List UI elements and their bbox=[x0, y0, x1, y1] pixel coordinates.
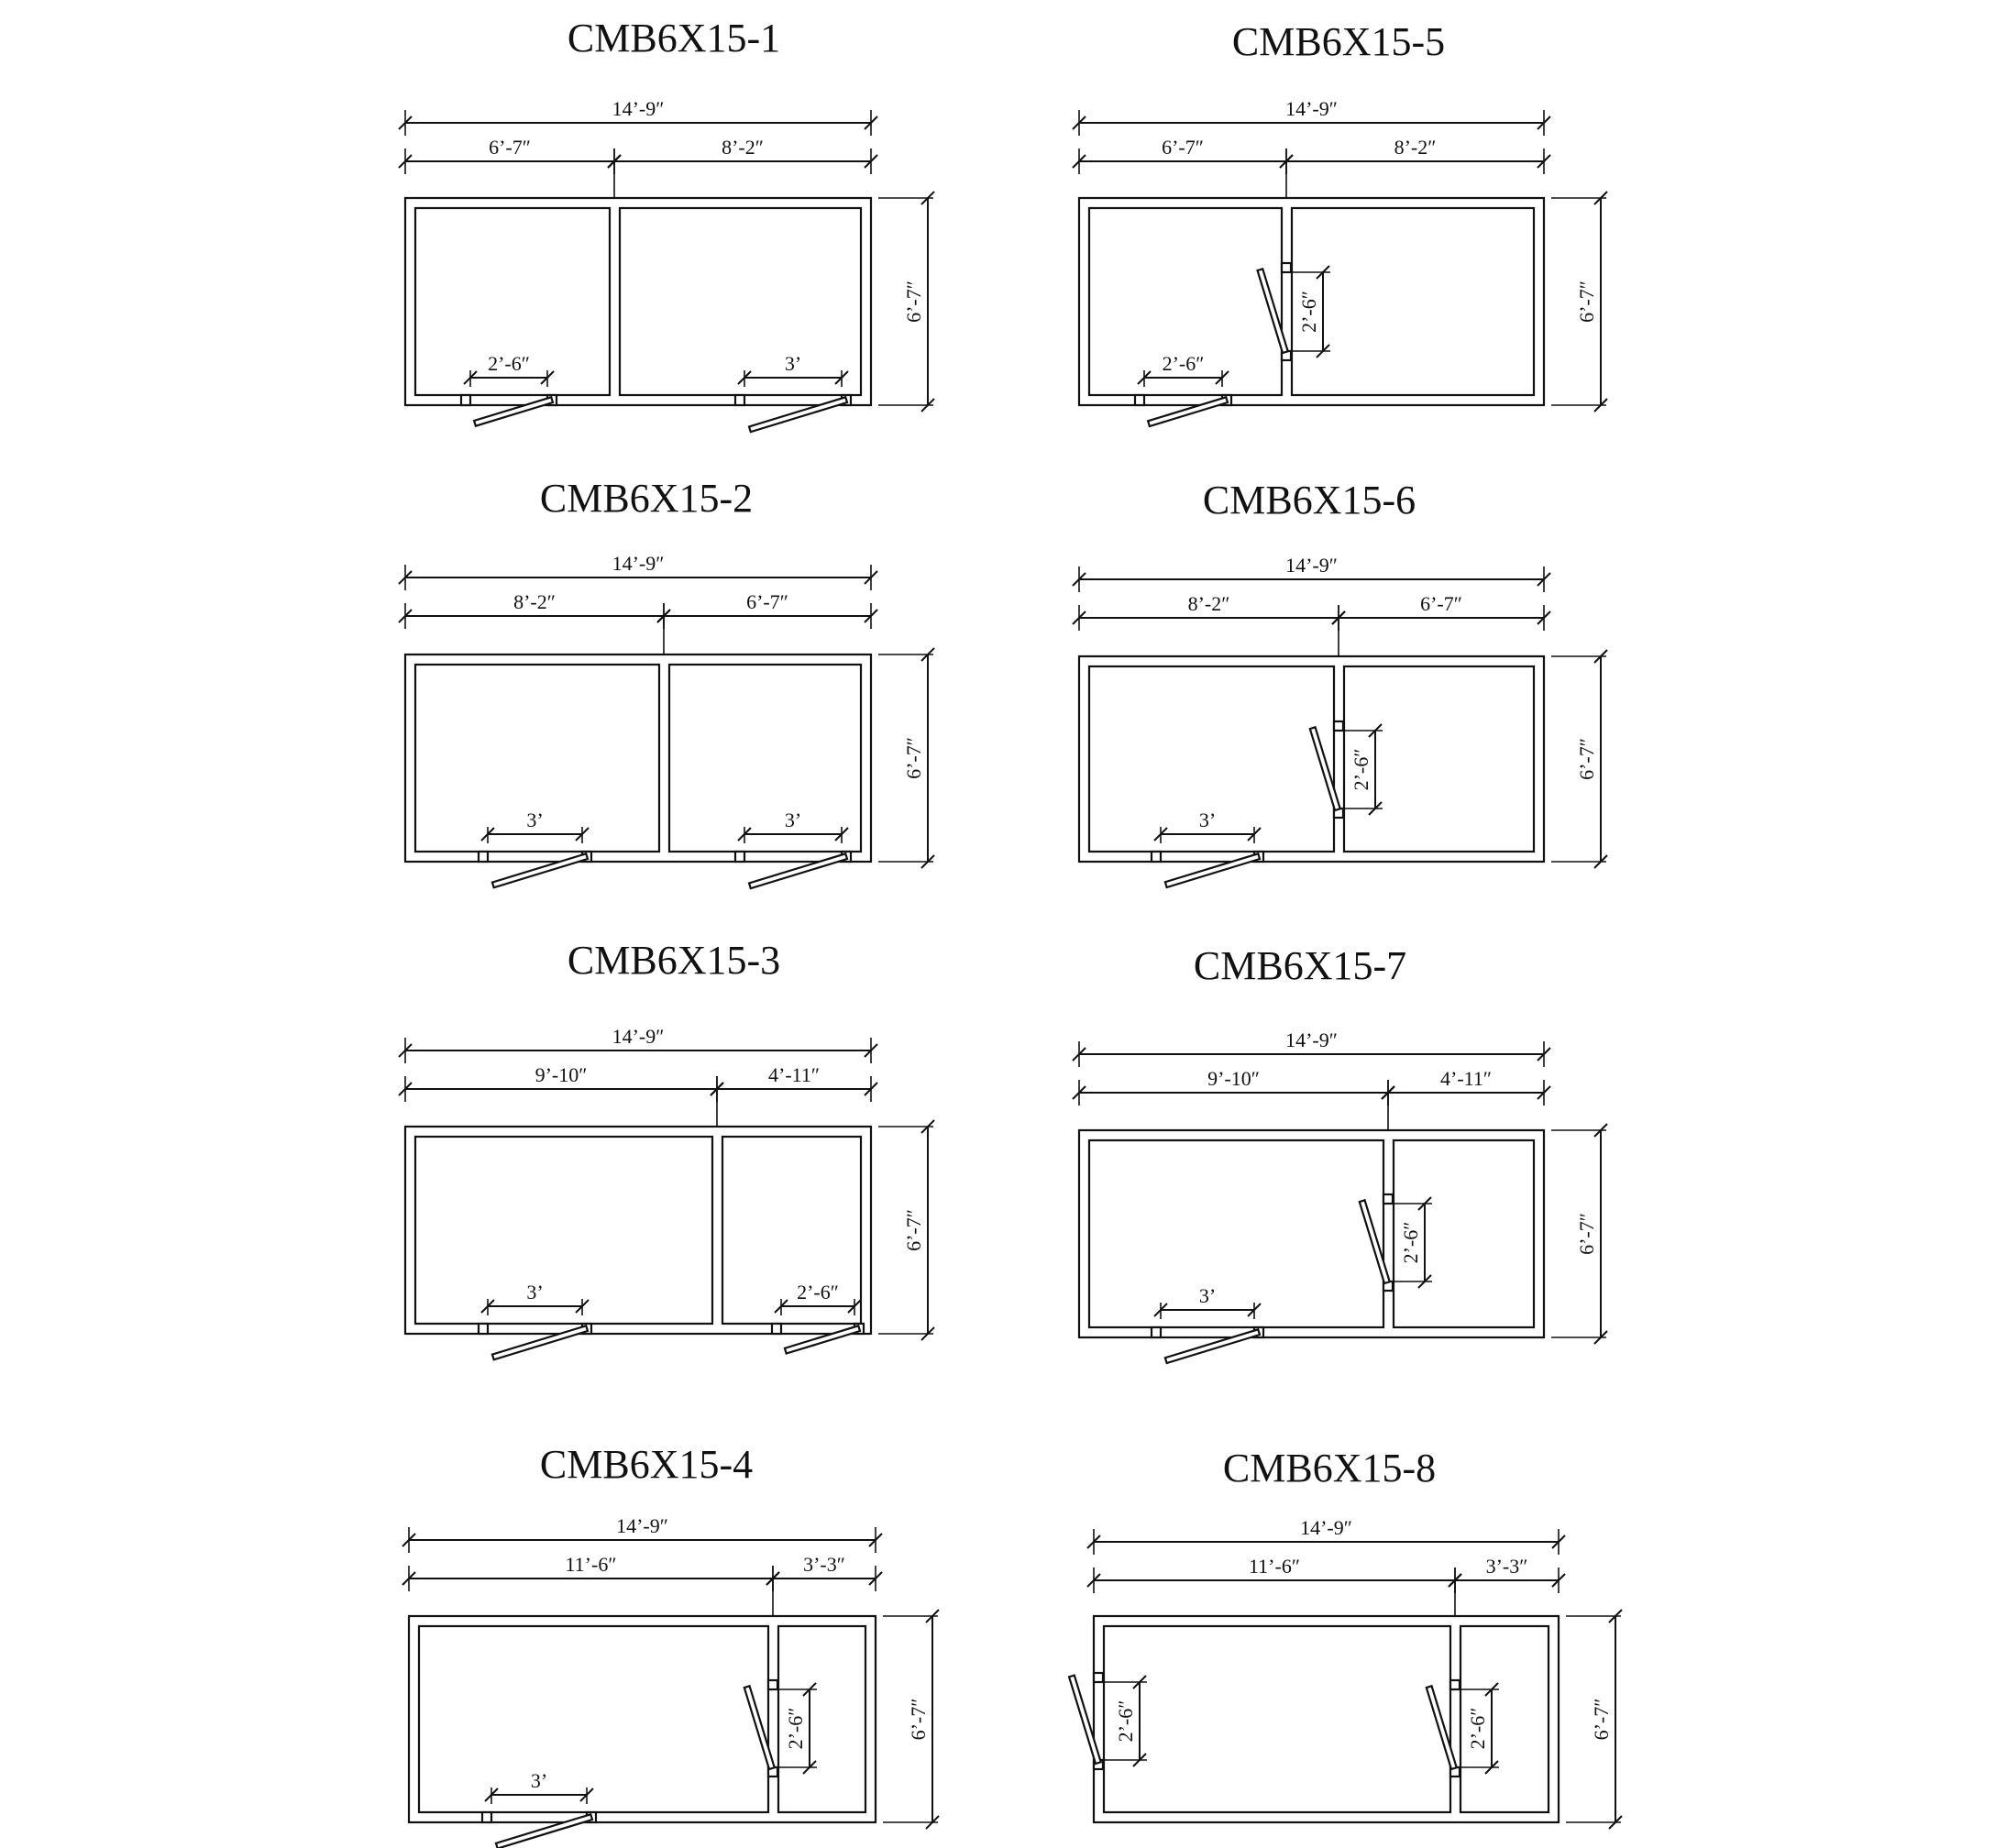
plan-title: CMB6X15-5 bbox=[1231, 19, 1446, 64]
depth-dimension-label: 6’-7″ bbox=[1575, 280, 1598, 323]
overall-width-dimension-label: 14’-9″ bbox=[616, 1514, 668, 1537]
depth-dimension-label: 6’-7″ bbox=[1575, 738, 1598, 780]
door-leaf bbox=[744, 1686, 775, 1769]
door-jamb bbox=[461, 395, 470, 405]
floor-plan-3 bbox=[399, 938, 934, 1359]
door-leaf bbox=[1360, 1200, 1390, 1283]
floor-plan-5 bbox=[1073, 19, 1607, 426]
door-jamb bbox=[768, 1680, 777, 1689]
door-width-label: 2’-6″ bbox=[1399, 1221, 1422, 1264]
overall-width-dimension-label: 14’-9″ bbox=[1285, 97, 1338, 120]
door-jamb bbox=[1383, 1194, 1393, 1204]
room-1-width-dimension-label: 6’-7″ bbox=[489, 136, 531, 159]
depth-dimension-label: 6’-7″ bbox=[907, 1698, 930, 1741]
door-leaf bbox=[749, 397, 847, 432]
room-1-interior bbox=[1089, 1140, 1383, 1327]
overall-width-dimension-label: 14’-9″ bbox=[1285, 554, 1338, 577]
depth-dimension-label: 6’-7″ bbox=[1575, 1213, 1598, 1255]
door-width-label: 2’-6″ bbox=[1297, 291, 1320, 333]
room-2-width-dimension-label: 3’-3″ bbox=[803, 1553, 845, 1576]
room-1-interior bbox=[419, 1626, 768, 1812]
door-width-label: 2’-6″ bbox=[1162, 352, 1205, 375]
room-1-interior bbox=[1104, 1626, 1450, 1812]
door-leaf bbox=[1148, 397, 1228, 426]
door-leaf bbox=[1069, 1676, 1101, 1764]
door-leaf bbox=[474, 397, 553, 425]
door-width-label: 2’-6″ bbox=[1466, 1707, 1489, 1750]
door-jamb bbox=[1152, 852, 1161, 862]
overall-width-dimension-label: 14’-9″ bbox=[612, 552, 665, 575]
plan-title: CMB6X15-4 bbox=[539, 1442, 754, 1487]
door-jamb bbox=[1450, 1680, 1460, 1689]
exterior-wall-outer bbox=[1079, 1130, 1544, 1337]
room-1-interior bbox=[415, 1137, 712, 1324]
overall-width-dimension-label: 14’-9″ bbox=[1300, 1516, 1352, 1539]
exterior-wall-outer bbox=[1079, 656, 1544, 862]
room-2-width-dimension-label: 8’-2″ bbox=[722, 136, 764, 159]
room-1-width-dimension-label: 9’-10″ bbox=[535, 1063, 588, 1086]
door-leaf bbox=[496, 1814, 592, 1848]
plan-title: CMB6X15-8 bbox=[1222, 1446, 1437, 1490]
plan-title: CMB6X15-6 bbox=[1202, 478, 1416, 522]
door-jamb bbox=[772, 1324, 781, 1334]
door-leaf bbox=[1258, 269, 1288, 353]
room-1-width-dimension-label: 6’-7″ bbox=[1162, 136, 1204, 159]
room-2-interior bbox=[1292, 208, 1534, 395]
room-1-width-dimension-label: 8’-2″ bbox=[513, 590, 556, 613]
room-1-width-dimension-label: 9’-10″ bbox=[1207, 1067, 1260, 1090]
door-jamb bbox=[479, 1324, 488, 1334]
room-2-width-dimension-label: 6’-7″ bbox=[1420, 592, 1462, 615]
overall-width-dimension-label: 14’-9″ bbox=[612, 1025, 665, 1048]
door-jamb bbox=[1094, 1673, 1103, 1682]
door-jamb bbox=[1334, 721, 1343, 731]
door-leaf bbox=[785, 1326, 860, 1353]
door-jamb bbox=[1152, 1327, 1161, 1337]
door-width-label: 3’ bbox=[530, 1769, 548, 1792]
room-2-interior bbox=[669, 665, 861, 852]
room-2-interior bbox=[620, 208, 861, 395]
door-width-label: 3’ bbox=[1198, 808, 1217, 831]
room-2-interior bbox=[722, 1137, 861, 1324]
overall-width-dimension-label: 14’-9″ bbox=[612, 97, 665, 120]
plan-title: CMB6X15-7 bbox=[1193, 943, 1407, 988]
door-leaf bbox=[1427, 1686, 1457, 1769]
depth-dimension-label: 6’-7″ bbox=[902, 280, 925, 323]
room-2-width-dimension-label: 3’-3″ bbox=[1485, 1555, 1528, 1578]
door-leaf bbox=[749, 853, 847, 888]
room-1-width-dimension-label: 11’-6″ bbox=[565, 1553, 617, 1576]
door-leaf bbox=[492, 1326, 588, 1359]
door-width-label: 2’-6″ bbox=[488, 352, 530, 375]
door-jamb bbox=[479, 852, 488, 862]
room-2-width-dimension-label: 4’-11″ bbox=[1440, 1067, 1492, 1090]
room-2-width-dimension-label: 8’-2″ bbox=[1394, 136, 1437, 159]
door-jamb bbox=[1282, 263, 1291, 272]
room-2-interior bbox=[1344, 666, 1534, 852]
room-1-width-dimension-label: 8’-2″ bbox=[1187, 592, 1230, 615]
door-leaf bbox=[1165, 853, 1260, 887]
door-leaf bbox=[1165, 1329, 1260, 1363]
depth-dimension-label: 6’-7″ bbox=[1590, 1698, 1613, 1741]
depth-dimension-label: 6’-7″ bbox=[902, 1209, 925, 1251]
floor-plan-2 bbox=[399, 476, 934, 888]
room-1-width-dimension-label: 11’-6″ bbox=[1249, 1555, 1300, 1578]
depth-dimension-label: 6’-7″ bbox=[902, 737, 925, 779]
door-jamb bbox=[482, 1812, 491, 1822]
plan-title: CMB6X15-2 bbox=[539, 476, 754, 521]
door-jamb bbox=[735, 395, 744, 405]
room-2-width-dimension-label: 6’-7″ bbox=[746, 590, 788, 613]
floor-plan-1 bbox=[399, 16, 934, 432]
floor-plan-8 bbox=[1069, 1446, 1622, 1829]
door-width-label: 3’ bbox=[784, 352, 802, 375]
floor-plan-6 bbox=[1073, 478, 1607, 887]
door-width-label: 3’ bbox=[526, 808, 544, 831]
door-jamb bbox=[1135, 395, 1144, 405]
door-jamb bbox=[735, 852, 744, 862]
door-leaf bbox=[492, 853, 588, 887]
room-2-width-dimension-label: 4’-11″ bbox=[768, 1063, 820, 1086]
floor-plan-7 bbox=[1073, 943, 1607, 1363]
door-width-label: 2’-6″ bbox=[1114, 1700, 1137, 1743]
floor-plan-4 bbox=[402, 1442, 939, 1848]
door-width-label: 2’-6″ bbox=[1350, 748, 1372, 791]
plan-title: CMB6X15-3 bbox=[567, 938, 781, 983]
door-leaf bbox=[1310, 727, 1340, 810]
door-width-label: 2’-6″ bbox=[784, 1707, 807, 1750]
door-width-label: 3’ bbox=[526, 1281, 544, 1304]
door-width-label: 3’ bbox=[1198, 1284, 1217, 1307]
door-width-label: 3’ bbox=[784, 808, 802, 831]
overall-width-dimension-label: 14’-9″ bbox=[1285, 1028, 1338, 1051]
plan-title: CMB6X15-1 bbox=[567, 16, 781, 60]
door-width-label: 2’-6″ bbox=[797, 1281, 839, 1304]
